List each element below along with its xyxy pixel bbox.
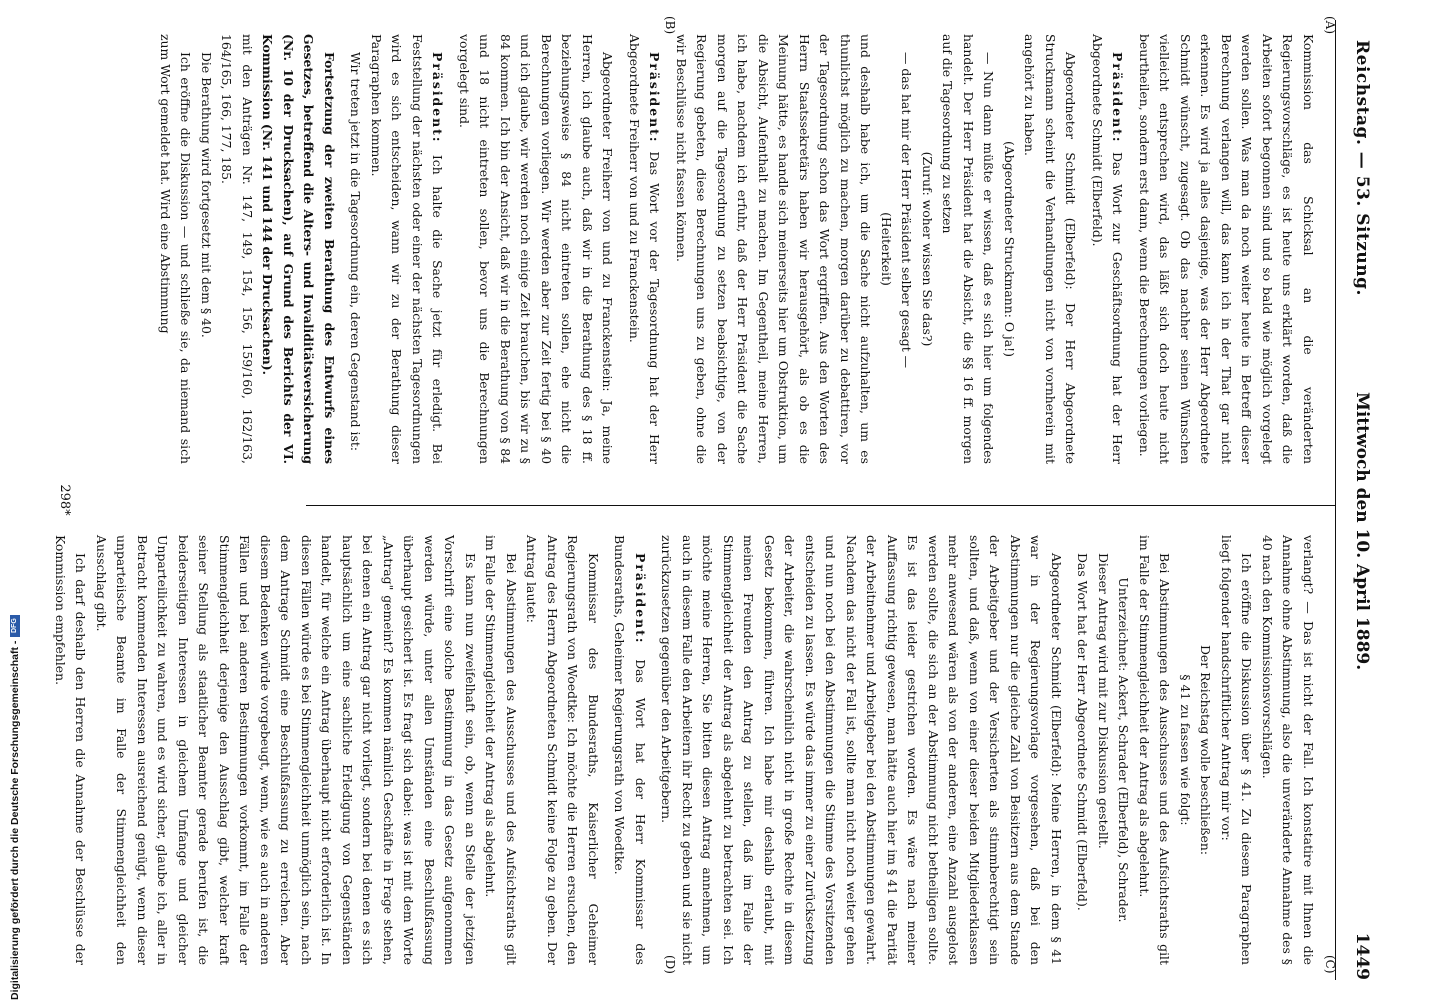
paragraph: Ich eröffne die Diskussion über § 41. Zu diesem Paragraphen liegt folgender handschriftlicher Antrag mir vor:: [1219, 535, 1255, 965]
paragraph: mit den Anträgen Nr. 147, 149, 154, 156, 159/160, 162/163, 164/165, 166, 177, 185.: [219, 34, 255, 464]
speaker-label: Präsident:: [647, 52, 663, 144]
margin-mark-a: (A): [1323, 16, 1337, 35]
motion-heading: Der Reichstag wolle beschließen:: [1198, 644, 1214, 856]
paragraph: Es kann nun zweifelhaft sein, ob, wenn an Stelle der jetzigen Vorschrift eine solche Bestimmung in das Gesetz aufgenommen werden würde, unter allen Umständen eine Beschlußfassung überhaupt gesichert ist. Es fragt sich dabei: was ist mit dem Worte „Antrag" gemeint? Es kommen nämlich Geschäfte in Frage stehen, bei denen ein Antrag gar nicht vorliegt, sondern bei denen es sich hauptsächlich um eine sachliche Erledigung von Gegenständen handelt, für welche ein Antrag überhaupt nicht erforderlich ist. In diesen Fällen würde es bei Stimmengleichheit unmöglich sein, nach dem Antrage Schmidt eine Beschlußfassung zu erreichen. Aber diesem Bedenken würde vorgebeugt, wenn, wie es auch in anderen Fällen und bei anderen Bestimmungen vorkommt, im Falle der Stimmengleichheit derjenige den Ausschlag gibt, welcher kraft seiner Stellung als staatlicher Beamter gerade berufen ist, die beiderseitigen Interessen in gleichem Umfange und gleicher Unparteilichkeit zu wahren, und es wird sicher, glaube ich, aller in Betracht kommenden Interessen ausreichend genügt, wenn dieser unparteiische Beamte im Falle der Stimmengleichheit den Ausschlag gibt.: [94, 535, 478, 965]
column-divider: [306, 505, 1336, 506]
dfg-logo: DFG: [10, 615, 20, 637]
speaker-label: Präsident:: [430, 52, 446, 144]
paragraph: [366, 34, 448, 464]
paragraph: [1087, 34, 1128, 464]
paragraph: Ich eröffne die Diskussion — und schließe sie, da niemand sich zum Wort gemeldet hat. Wird eine Abstimmung: [158, 34, 194, 464]
header-date: Mittwoch den 10. April 1889.: [1352, 392, 1372, 671]
margin-mark-d: (D): [663, 955, 677, 974]
paragraph: Abgeordneter Freiherr von und zu Franckenstein: Ja, meine Herren, ich glaube auch, daß wir in die Berathung des § 18 ff. beziehungsweise § 84 nicht eintreten sollen, ehe nicht die Berechnungen vorliegen. Wir werden aber zur Zeit fertig bei § 40 und ich glaube, wir werden noch einige Zeit brauchen, bis wir zu § 84 kommen. Ich bin der Ansicht, daß wir in die Berathung von § 84 und 18 nicht eintreten sollen, bevor uns die Berechnungen vorgelegt sind.: [457, 34, 616, 464]
document-page: [40, 16, 1380, 980]
motion-signatories: Unterzeichnet: Ackert, Schrader (Elberfeld), Schrader.: [1116, 577, 1132, 923]
paragraph-text: Ich halte die Sache jetzt für erledigt. Bei Feststellung der nächsten oder einer der nächsten Tagesordnungen wird es sich entscheiden, wann wir zu der Berathung dieser Paragraphen kommen.: [369, 34, 446, 464]
motion-line: § 41 zu fassen wie folgt:: [1178, 674, 1193, 826]
paragraph: Die Berathung wird fortgesetzt mit dem § 40.: [199, 52, 214, 338]
paragraph: und deshalb habe ich, um die Sache nicht aufzuhalten, um es thunlichst möglich zu machen, morgen darüber zu debattiren, vor der Tagesordnung schon das Wort ergriffen. Aus den Worten des Herrn Staatssekretärs haben wir herausgehört, als ob es die Meinung hätte, es handle sich meinerseits hier um Obstruktion, um die Absicht, Aufenthalt zu machen. Im Gegentheil, meine Herren, ich habe, nachdem ich erfuhr, daß der Herr Präsident die Sache morgen auf die Tagesordnung zu setzen beabsichtige, von der Regierung gebeten, diese Berechnungen uns zu geben, ohne die wir Beschlüsse nicht fassen können.: [674, 34, 874, 464]
speaker-label: Präsident:: [633, 553, 648, 645]
interjection: (Zuruf: woher wissen Sie das?): [920, 151, 935, 347]
interjection: (Heiterkeit): [879, 212, 894, 286]
header-page-number: 1449: [1352, 932, 1372, 980]
page-number-footer: 298*: [57, 484, 73, 516]
agenda-item: Fortsetzung der zweiten Berathung des Entwurfs eines Gesetzes, betreffend die Alters- und Invaliditätsversicherung (Nr. 10 der Drucksachen), auf Grund des Berichts der VI. Kommission (Nr. 141 und 144 der Drucksachen).: [260, 34, 337, 464]
paragraph: Kommission das Schicksal an die veränderten Regierungsvorschläge, es ist heute uns erklärt worden, daß die Arbeiten sofort begonnen sind und so bald wie möglich vorgelegt werden sollen. Was man da noch weiter heute in Betreff dieser Berechnung verlangen will, das kann ich in der That gar nicht erkennen. Es wird ja alles dasjenige, was der Herr Abgeordnete Schmidt wünscht, zugesagt. Ob das nachher seinen Wünschen vielleicht entsprechen wird, das läßt sich doch heute nicht beurtheilen, sondern erst dann, wenn die Berechnungen vorliegen.: [1137, 34, 1316, 464]
paragraph: Ich darf deshalb den Herren die Annahme der Beschlüsse der Kommission empfehlen.: [53, 535, 89, 965]
paragraph-text: Das Wort vor der Tagesordnung hat der Herr Abgeordnete Freiherr von und zu Franckenstein.: [627, 34, 663, 464]
interjection: (Abgeordneter Struckmann: O ja!): [1002, 141, 1017, 357]
paragraph: [609, 535, 650, 965]
paragraph: Abgeordneter Schmidt (Elberfeld): Meine Herren, in dem § 41 war in der Regierungsvorlage vorgesehen, daß bei den Abstimmungen nur die gleiche Zahl von Beisitzern aus dem Stande der Arbeitgeber und der Versicherten als stimmberechtigt sein sollten, und daß, wenn von einer dieser beiden Mitgliederklassen mehr anwesend wären als von der anderen, eine Anzahl ausgelost werden sollte, die sich an der Abstimmung nicht betheiligen sollte. Es ist das leider gestrichen worden. Es wäre nach meiner Auffassung richtig gewesen, man hätte auch hier im § 41 die Parität der Arbeitnehmer und Arbeitgeber bei den Abstimmungen gewahrt. Nachdem das nicht der Fall ist, sollte man nicht noch weiter gehen und nun noch bei den Abstimmungen die Stimme des Vorsitzenden entscheiden zu lassen. Es würde das immer zu einer Zurücksetzung der Arbeiter, die wahrscheinlich nicht in große Rechte in diesem Gesetz bekommen, führen. Ich habe mir deshalb erlaubt, mit meinen Freunden den Antrag zu stellen, daß im Falle der Stimmengleichheit der Antrag als abgelehnt zu betrachten sei. Ich möchte meine Herren, Sie bitten diesen Antrag annehmen, um auch in diesem Falle den Arbeitern ihr Recht zu geben und sie nicht zurückzusetzen gegenüber den Arbeitgebern.: [659, 535, 1064, 965]
paragraph: Wir treten jetzt in die Tagesordnung ein, deren Gegenstand ist:: [348, 52, 364, 452]
margin-mark-b: (B): [663, 16, 677, 35]
paragraph: [624, 34, 665, 464]
paragraph: verlangt? — Das ist nicht der Fall. Ich konstatire mit Ihnen die Annahme ohne Abstimmung, also die unveränderte Annahme des § 40 nach den Kommissionsvorschlägen.: [1260, 535, 1316, 965]
header-session-title: Reichstag. — 53. Sitzung.: [1352, 40, 1372, 296]
text-column-right: [50, 535, 1319, 965]
speaker-label: Präsident:: [1110, 52, 1126, 144]
paragraph: Dieser Antrag wird mit zur Diskussion gestellt.: [1096, 553, 1111, 849]
motion-text: Bei Abstimmungen des Ausschusses und des Aufsichtsraths gilt im Falle der Stimmengleichheit der Antrag als abgelehnt.: [1137, 535, 1173, 965]
paragraph: Abgeordneter Schmidt (Elberfeld): Der Herr Abgeordnete Struckmann scheint die Verhandlungen nicht von vornherein mit angehört zu haben.: [1022, 34, 1079, 464]
footer-text: Digitalisierung gefördert durch die Deutsche Forschungsgemeinschaft -: [9, 640, 21, 1000]
page-header: [1335, 20, 1380, 980]
paragraph-text: Das Wort hat der Herr Kommissar des Bundesraths, Geheimer Regierungsrath von Woedtke.: [612, 535, 648, 965]
paragraph: — Nun dann müßte er wissen, daß es sich hier um folgendes handelt. Der Herr Präsident hat die Absicht, die §§ 16 ff. morgen auf die Tagesordnung zu setzen: [940, 34, 997, 464]
paragraph: Kommissar des Bundesraths, Kaiserlicher Geheimer Regierungsrath von Woedtke: Ich möchte die Herren ersuchen, den Antrag des Herrn Abgeordneten Schmidt keine Folge zu geben. Der Antrag lautet:: [524, 535, 601, 965]
paragraph-text: Das Wort zur Geschäftsordnung hat der Herr Abgeordnete Schmidt (Elberfeld).: [1090, 34, 1126, 464]
margin-mark-c: (C): [1323, 955, 1337, 974]
text-column-left: [155, 34, 1319, 464]
paragraph: — das hat mir der Herr Präsident selber gesagt —: [899, 52, 915, 369]
quoted-motion: Bei Abstimmungen des Ausschusses und des Aufsichtsraths gilt im Falle der Stimmengleichheit der Antrag als abgelehnt.: [483, 535, 519, 965]
paragraph: Das Wort hat der Herr Abgeordnete Schmidt (Elberfeld).: [1075, 553, 1091, 911]
digitization-footer: [4, 0, 26, 1000]
